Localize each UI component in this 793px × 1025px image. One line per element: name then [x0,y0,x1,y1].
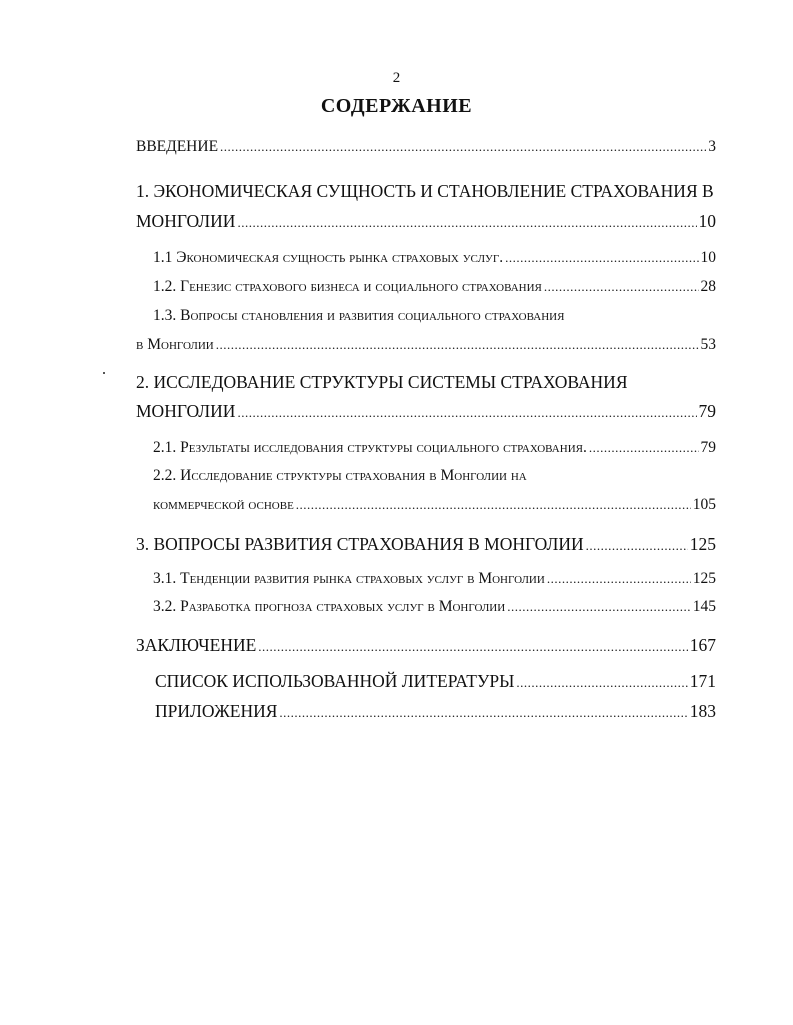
toc-leader-dots [544,279,699,295]
toc-entry-2-1 [153,439,716,457]
toc-page-number: 125 [692,570,716,587]
toc-leader-dots [258,639,687,655]
toc-page-number: 183 [689,701,716,721]
toc-leader-dots [279,705,687,721]
toc-label: ЗАКЛЮЧЕНИЕ [136,635,257,655]
toc-page-number: 3 [708,138,716,155]
toc-chapter-1-title: 1. ЭКОНОМИЧЕСКАЯ СУЩНОСТЬ И СТАНОВЛЕНИЕ СТРАХОВАНИЯ В [136,181,714,201]
toc-page-number: 53 [700,336,716,353]
toc-entry-appendix [155,701,716,722]
page-title: СОДЕРЖАНИЕ [320,95,473,117]
toc-label: в Монголии [136,336,214,353]
toc-label: коммерческой основе [153,496,294,513]
toc-entry-3-1 [153,570,716,588]
toc-leader-dots [589,440,699,456]
scan-speck [103,372,105,374]
page-number: 2 [392,70,401,86]
toc-label: 3.1. Тенденции развития рынка страховых услуг в Монголии [153,570,545,587]
toc-entry-1-1 [153,249,716,267]
toc-label: ПРИЛОЖЕНИЯ [155,701,278,721]
toc-page-number: 28 [700,278,716,295]
toc-label: 1.2. Генезис страхового бизнеса и социального страхования [153,278,542,295]
toc-entry-2-2-title: 2.2. Исследование структуры страхования в Монголии на [153,467,527,484]
toc-label: СПИСОК ИСПОЛЬЗОВАННОЙ ЛИТЕРАТУРЫ [155,671,515,691]
toc-leader-dots [220,139,706,155]
toc-leader-dots [505,250,698,266]
toc-entry-2-2 [153,496,716,514]
toc-leader-dots [547,571,691,587]
toc-label: 3. ВОПРОСЫ РАЗВИТИЯ СТРАХОВАНИЯ В МОНГОЛИИ [136,534,584,554]
toc-page-number: 145 [692,598,716,615]
toc-page-number: 79 [698,401,716,421]
toc-leader-dots [216,337,699,353]
toc-leader-dots [296,497,691,513]
toc-entry-1-3-title: 1.3. Вопросы становления и развития социального страхования [153,307,565,324]
toc-label: 2.1. Результаты исследования структуры социального страхования. [153,439,587,456]
toc-entry-chapter-3 [136,534,716,555]
toc-label: ВВЕДЕНИЕ [136,138,219,155]
toc-leader-dots [516,675,687,691]
toc-leader-dots [586,538,688,554]
toc-entry-chapter-2 [136,401,716,422]
toc-label: МОНГОЛИИ [136,211,236,231]
toc-leader-dots [237,405,696,421]
toc-entry-1-2 [153,278,716,296]
toc-chapter-2-title: 2. ИССЛЕДОВАНИЕ СТРУКТУРЫ СИСТЕМЫ СТРАХОВАНИЯ [136,372,628,392]
toc-label: 3.2. Разработка прогноза страховых услуг в Монголии [153,598,506,615]
toc-page-number: 105 [692,496,716,513]
toc-entry-chapter-1 [136,211,716,232]
toc-entry-references [155,671,716,692]
toc-entry-intro [136,138,716,156]
toc-entry-3-2 [153,598,716,616]
toc-label: 1.1 Экономическая сущность рынка страховых услуг. [153,249,504,266]
toc-page-number: 171 [689,671,716,691]
toc-page-number: 10 [698,211,716,231]
toc-page-number: 167 [689,635,716,655]
toc-page-number: 10 [700,249,716,266]
toc-leader-dots [507,599,691,615]
toc-entry-conclusion [136,635,716,656]
toc-label: МОНГОЛИИ [136,401,236,421]
toc-page-number: 125 [689,534,716,554]
toc-leader-dots [237,215,696,231]
toc-entry-1-3 [136,336,716,354]
toc-page-number: 79 [700,439,716,456]
